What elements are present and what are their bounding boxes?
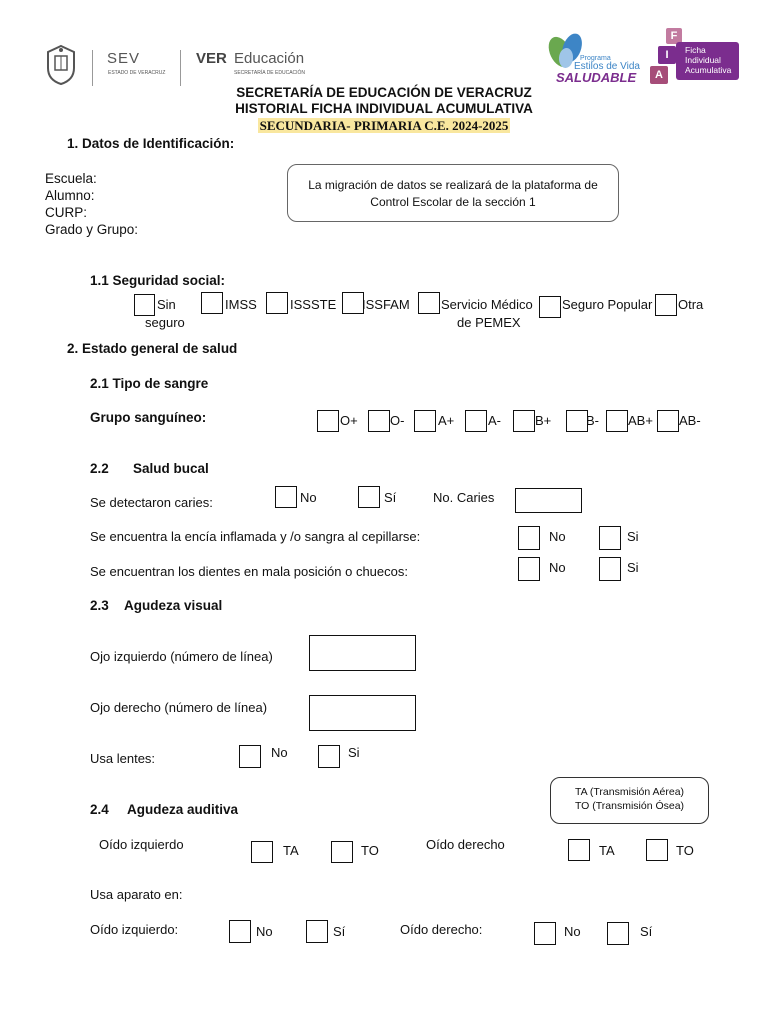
section1-heading: 1. Datos de Identificación: bbox=[67, 136, 235, 151]
field-alumno: Alumno: bbox=[45, 188, 95, 203]
field-grado-grupo: Grado y Grupo: bbox=[45, 222, 139, 237]
checkbox-ab-pos[interactable] bbox=[606, 410, 628, 432]
checkbox-o-neg[interactable] bbox=[368, 410, 390, 432]
checkbox-o-pos[interactable] bbox=[317, 410, 339, 432]
section23-heading: Agudeza visual bbox=[124, 598, 223, 613]
title-line1: SECRETARÍA DE EDUCACIÓN DE VERACRUZ bbox=[236, 85, 532, 100]
aparato-label: Usa aparato en: bbox=[90, 887, 183, 902]
section23-num: 2.3 bbox=[90, 598, 109, 613]
checkbox-ab-neg[interactable] bbox=[657, 410, 679, 432]
checkbox-oido-der-ta[interactable] bbox=[568, 839, 590, 861]
checkbox-b-neg[interactable] bbox=[566, 410, 588, 432]
section21-heading: 2.1 Tipo de sangre bbox=[90, 376, 209, 391]
blood-group-label: Grupo sanguíneo: bbox=[90, 410, 207, 425]
checkbox-seguro-popular[interactable] bbox=[539, 296, 561, 318]
ojo-izquierdo-input[interactable] bbox=[309, 635, 416, 671]
checkbox-b-pos[interactable] bbox=[513, 410, 535, 432]
ojo-derecho-label: Ojo derecho (número de línea) bbox=[90, 700, 268, 715]
no-caries-input[interactable] bbox=[515, 488, 582, 513]
lentes-label: Usa lentes: bbox=[90, 751, 156, 766]
section24-heading: Agudeza auditiva bbox=[127, 802, 239, 817]
oido-derecho-label: Oído derecho bbox=[426, 837, 505, 852]
saludable-logo: SALUDABLE bbox=[556, 70, 637, 85]
checkbox-encia-si[interactable] bbox=[599, 526, 621, 550]
checkbox-oido-izq-to[interactable] bbox=[331, 841, 353, 863]
field-escuela: Escuela: bbox=[45, 171, 97, 186]
checkbox-a-neg[interactable] bbox=[465, 410, 487, 432]
ficha-badge: Ficha Individual Acumulativa bbox=[676, 42, 739, 80]
section24-num: 2.4 bbox=[90, 802, 109, 817]
section22-heading: Salud bucal bbox=[133, 461, 209, 476]
divider bbox=[180, 50, 181, 86]
fia-logo: F I A bbox=[648, 28, 692, 84]
title-line3: SECUNDARIA- PRIMARIA C.E. 2024-2025 bbox=[259, 118, 509, 133]
checkbox-aparato-izq-si[interactable] bbox=[306, 920, 328, 943]
caries-label: Se detectaron caries: bbox=[90, 495, 213, 510]
checkbox-aparato-der-no[interactable] bbox=[534, 922, 556, 945]
educacion-logo: Educación bbox=[234, 50, 305, 67]
checkbox-pemex[interactable] bbox=[418, 292, 440, 314]
encia-label: Se encuentra la encía inflamada y /o sangra al cepillarse: bbox=[90, 529, 421, 544]
checkbox-caries-no[interactable] bbox=[275, 486, 297, 508]
checkbox-a-pos[interactable] bbox=[414, 410, 436, 432]
no-caries-label: No. Caries bbox=[433, 490, 495, 505]
field-curp: CURP: bbox=[45, 205, 88, 220]
ojo-derecho-input[interactable] bbox=[309, 695, 416, 731]
checkbox-otra[interactable] bbox=[655, 294, 677, 316]
dientes-label: Se encuentran los dientes en mala posición o chuecos: bbox=[90, 564, 408, 579]
checkbox-aparato-der-si[interactable] bbox=[607, 922, 629, 945]
ojo-izquierdo-label: Ojo izquierdo (número de línea) bbox=[90, 649, 273, 664]
checkbox-imss[interactable] bbox=[201, 292, 223, 314]
checkbox-aparato-izq-no[interactable] bbox=[229, 920, 251, 943]
oido-izquierdo-label: Oído izquierdo bbox=[99, 837, 184, 852]
section2-heading: 2. Estado general de salud bbox=[67, 341, 238, 356]
oido-izquierdo-aparato-label: Oído izquierdo: bbox=[90, 922, 179, 937]
migration-note: La migración de datos se realizará de la plataforma de Control Escolar de la sección 1 bbox=[287, 164, 619, 222]
checkbox-encia-no[interactable] bbox=[518, 526, 540, 550]
section22-num: 2.2 bbox=[90, 461, 109, 476]
ver-logo: VER bbox=[196, 50, 227, 67]
checkbox-sin-seguro[interactable] bbox=[134, 294, 155, 316]
checkbox-caries-si[interactable] bbox=[358, 486, 380, 508]
sev-logo: SEV bbox=[107, 50, 141, 67]
checkbox-oido-izq-ta[interactable] bbox=[251, 841, 273, 863]
checkbox-dientes-si[interactable] bbox=[599, 557, 621, 581]
checkbox-issfam[interactable] bbox=[342, 292, 364, 314]
checkbox-dientes-no[interactable] bbox=[518, 557, 540, 581]
transmission-legend: TA (Transmisión Aérea) TO (Transmisión Ósea) bbox=[550, 777, 709, 824]
checkbox-lentes-no[interactable] bbox=[239, 745, 261, 768]
title-line2: HISTORIAL FICHA INDIVIDUAL ACUMULATIVA bbox=[235, 101, 533, 116]
veracruz-seal-icon bbox=[44, 44, 78, 86]
oido-derecho-aparato-label: Oído derecho: bbox=[400, 922, 483, 937]
checkbox-lentes-si[interactable] bbox=[318, 745, 340, 768]
checkbox-issste[interactable] bbox=[266, 292, 288, 314]
checkbox-oido-der-to[interactable] bbox=[646, 839, 668, 861]
section11-heading: 1.1 Seguridad social: bbox=[90, 273, 226, 288]
divider bbox=[92, 50, 93, 86]
